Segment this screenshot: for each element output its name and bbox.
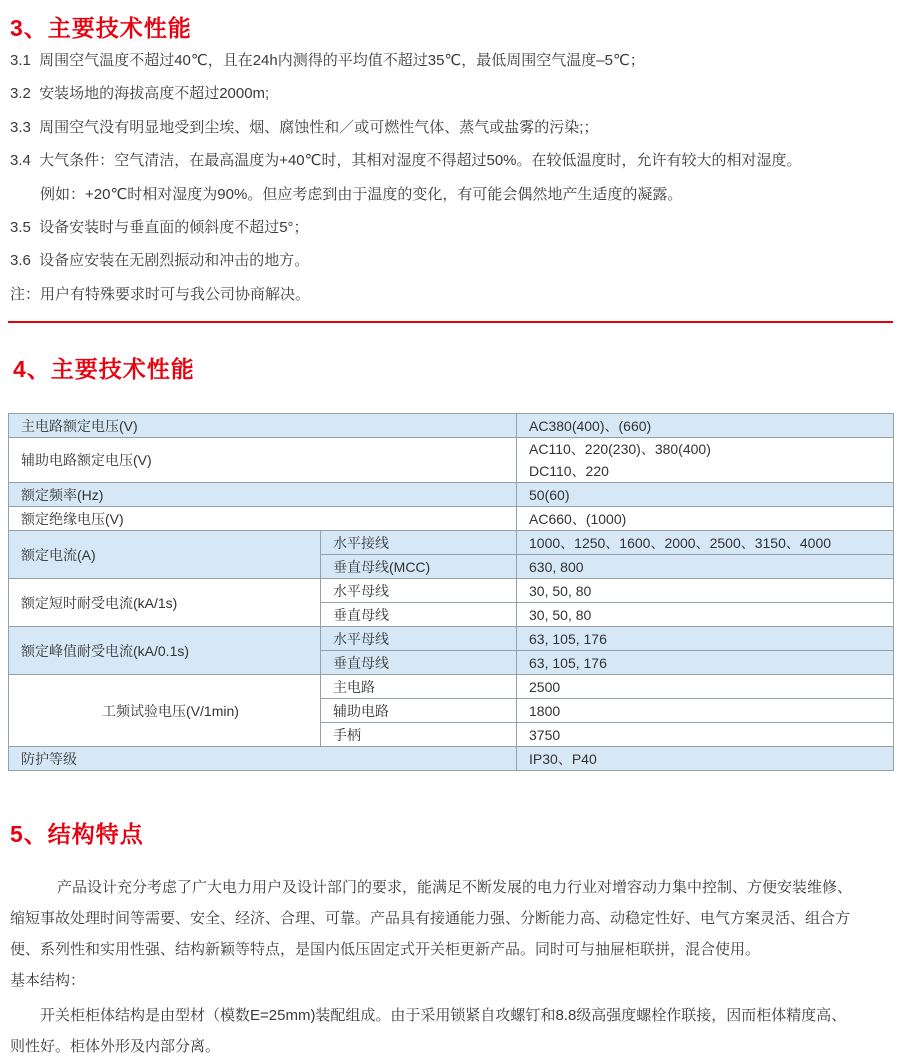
section-4-heading: 4、主要技术性能: [13, 356, 195, 382]
spec-label: 主电路额定电压(V): [9, 414, 517, 438]
spec-value-line: AC110、220(230)、380(400): [529, 441, 711, 457]
section-5-heading: 5、结构特点: [10, 821, 144, 847]
clause-note: 注：用户有特殊要求时可与我公司协商解决。: [10, 285, 311, 303]
table-row: [9, 531, 894, 555]
spec-value: AC380(400)、(660): [517, 414, 894, 438]
table-row: [9, 627, 894, 651]
clause-3-6: 3.6 设备应安装在无剧烈振动和冲击的地方。: [10, 252, 310, 270]
section-5-paragraph: [10, 872, 894, 1056]
clause-3-4: 3.4 大气条件：空气清洁，在最高温度为+40℃时，其相对湿度不得超过50%。在较低温度时，允许有较大的相对湿度。: [10, 152, 802, 170]
para-line: 缩短事故处理时间等需要、安全、经济、合理、可靠。产品具有接通能力强、分断能力高、动稳定性好、电气方案灵活、组合方: [10, 910, 851, 927]
spec-value: 3750: [517, 723, 894, 747]
section-3-heading: 3、主要技术性能: [10, 15, 192, 41]
clause-3-2: 3.2 安装场地的海拔高度不超过2000m;: [10, 85, 270, 103]
spec-sub-name: 垂直母线(MCC): [321, 555, 517, 579]
spec-label: 额定绝缘电压(V): [9, 507, 517, 531]
table-row: [9, 438, 894, 483]
clause-3-1: 3.1 周围空气温度不超过40℃，且在24h内测得的平均值不超过35℃，最低周围空气温度–5℃；: [10, 52, 645, 69]
spec-sub-name: 水平接线: [321, 531, 517, 555]
spec-value: 630, 800: [517, 555, 894, 579]
spec-value-line: DC110、220: [529, 463, 609, 479]
spec-label: 额定电流(A): [9, 531, 321, 579]
clause-3-5: 3.5 设备安装时与垂直面的倾斜度不超过5°；: [10, 219, 309, 237]
spec-value: 63, 105, 176: [517, 627, 894, 651]
spec-sub-name: 辅助电路: [321, 699, 517, 723]
section-divider-rule: [8, 321, 893, 323]
spec-value: 30, 50, 80: [517, 579, 894, 603]
spec-value: 1800: [517, 699, 894, 723]
spec-label: 额定短时耐受电流(kA/1s): [9, 579, 321, 627]
spec-value: 50(60): [517, 483, 894, 507]
spec-value: AC660、(1000): [517, 507, 894, 531]
table-row: [9, 414, 894, 438]
spec-value: IP30、P40: [517, 747, 894, 771]
spec-sub-name: 水平母线: [321, 579, 517, 603]
clause-3-3: 3.3 周围空气没有明显地受到尘埃、烟、腐蚀性和／或可燃性气体、蒸气或盐雾的污染;；: [10, 118, 599, 136]
table-row: [9, 483, 894, 507]
spec-value: 63, 105, 176: [517, 651, 894, 675]
table-row: [9, 747, 894, 771]
spec-sub-name: 垂直母线: [321, 651, 517, 675]
spec-label: 防护等级: [9, 747, 517, 771]
para-line: 则性好。柜体外形及内部分离。: [10, 1038, 221, 1055]
table-row: [9, 507, 894, 531]
spec-sub-name: 垂直母线: [321, 603, 517, 627]
para-line: 基本结构：: [10, 972, 86, 989]
spec-label: 辅助电路额定电压(V): [9, 438, 517, 483]
para-line: 开关柜柜体结构是由型材（模数E=25mm)装配组成。由于采用锁紧自攻螺钉和8.8级高强度螺栓作联接，因而柜体精度高、: [40, 1007, 847, 1024]
para-line: 产品设计充分考虑了广大电力用户及设计部门的要求，能满足不断发展的电力行业对增容动力集中控制、方便安装维修、: [57, 879, 853, 896]
spec-value: 30, 50, 80: [517, 603, 894, 627]
section-3-clauses: [10, 44, 892, 311]
spec-table: [8, 413, 894, 771]
spec-sub-name: 主电路: [321, 675, 517, 699]
spec-sub-name: 水平母线: [321, 627, 517, 651]
spec-sub-name: 手柄: [321, 723, 517, 747]
table-row: [9, 579, 894, 603]
spec-value: 2500: [517, 675, 894, 699]
para-line: 便、系列性和实用性强、结构新颖等特点，是国内低压固定式开关柜更新产品。同时可与抽屉柜联拼，混合使用。: [10, 941, 761, 958]
spec-label: 工频试验电压(V/1min): [9, 675, 321, 747]
clause-3-4-example: 例如：+20℃时相对湿度为90%。但应考虑到由于温度的变化，有可能会偶然地产生适度的凝露。: [40, 185, 683, 203]
spec-label: 额定峰值耐受电流(kA/0.1s): [9, 627, 321, 675]
spec-value: 1000、1250、1600、2000、2500、3150、4000: [517, 531, 894, 555]
spec-value: [517, 438, 894, 483]
table-row: [9, 675, 894, 699]
spec-label: 额定频率(Hz): [9, 483, 517, 507]
